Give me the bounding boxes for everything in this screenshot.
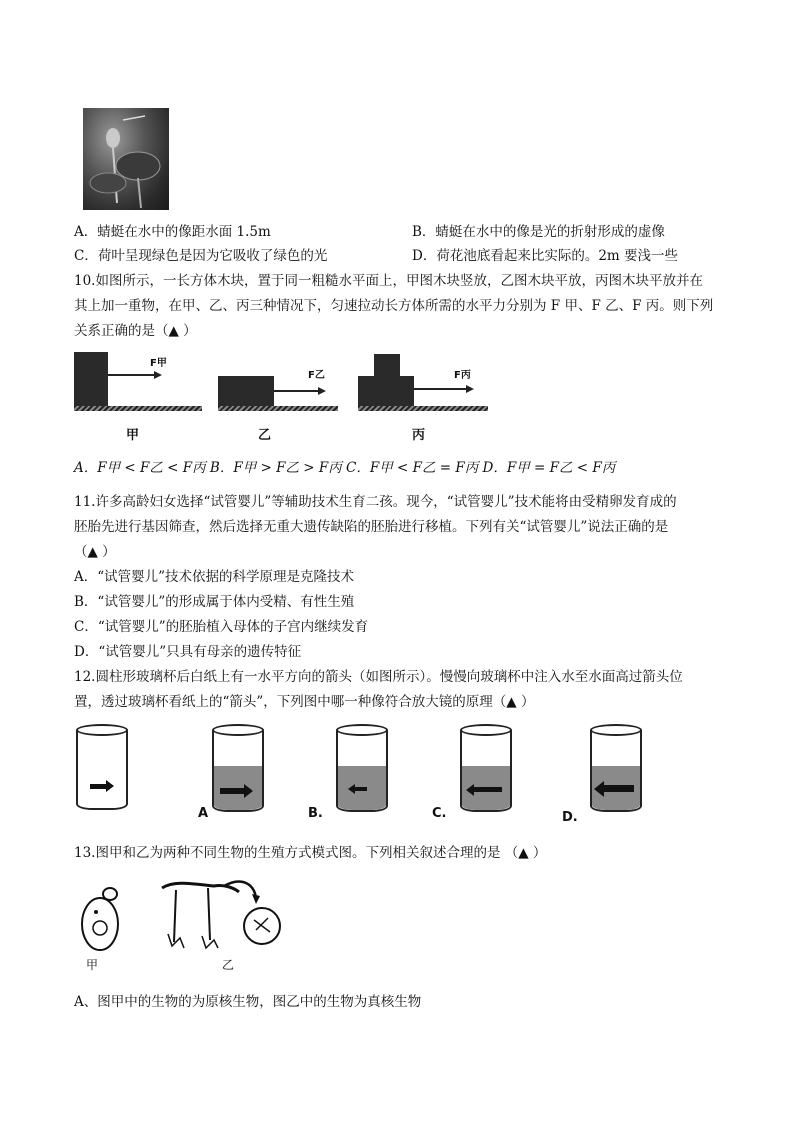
arrow-left-icon	[348, 784, 355, 794]
arrow-shaft	[220, 788, 244, 794]
arrow-left-icon	[594, 781, 604, 797]
q11-stem-line1: 11.许多高龄妇女选择“试管婴儿”等辅助技术生育二孩。现今，“试管婴儿”技术能将由受精卵发育成的	[74, 494, 677, 510]
q9-option-a: A．蜻蜓在水中的像距水面 1.5m	[74, 224, 271, 240]
force-arrow-line	[414, 388, 466, 390]
arrow-right-icon	[106, 780, 114, 792]
label-yi: 乙	[258, 428, 272, 443]
q11-option-b: B．“试管婴儿”的形成属于体内受精、有性生殖	[74, 594, 355, 610]
glass-option-c	[460, 724, 512, 816]
upright-block	[74, 352, 108, 406]
diagram-label-jia: 甲	[86, 958, 99, 972]
option-c-label: C.	[432, 806, 447, 821]
dragonfly-lotus-photo	[83, 108, 169, 210]
weight-block	[374, 354, 400, 376]
q13-option-a: A、图甲中的生物的为原核生物，图乙中的生物为真核生物	[74, 994, 422, 1010]
arrow-shaft	[474, 787, 502, 792]
q11-option-c: C．“试管婴儿”的胚胎植入母体的子宫内继续发育	[74, 619, 369, 635]
figure-yi	[218, 360, 348, 412]
flat-block	[218, 376, 274, 406]
force-arrow-line	[274, 390, 318, 392]
reproduction-diagrams	[74, 874, 294, 974]
q12-stem-line1: 12.圆柱形玻璃杯后白纸上有一水平方向的箭头（如图所示）。慢慢向玻璃杯中注入水至水面高过箭头位	[74, 669, 683, 685]
arrow-shaft	[604, 785, 634, 792]
rough-ground	[74, 406, 202, 411]
q11-option-d: D．“试管婴儿”只具有母亲的遗传特征	[74, 644, 302, 660]
rough-ground	[358, 406, 488, 411]
force-label-bing: F丙	[454, 370, 471, 381]
arrow-left-icon	[466, 784, 474, 796]
q10-options: A．F甲 < F乙 < F丙 B．F甲 > F乙 > F丙 C．F甲 < F乙 = F丙 D．F甲 = F乙 < F丙	[74, 460, 616, 476]
label-bing: 丙	[412, 428, 426, 443]
arrow-right-icon	[244, 784, 253, 798]
option-a-label: A	[198, 806, 209, 821]
glass-option-d	[590, 724, 642, 816]
q10-stem-line3: 关系正确的是（▲ ）	[74, 323, 197, 339]
force-label-jia: F甲	[150, 358, 167, 369]
glass-option-a	[212, 724, 264, 816]
flat-block	[358, 376, 414, 406]
organism-sketches	[74, 874, 294, 974]
q13-stem: 13.图甲和乙为两种不同生物的生殖方式模式图。下列相关叙述合理的是 （▲ ）	[74, 845, 547, 861]
q9-option-b: B．蜻蜓在水中的像是光的折射形成的虚像	[412, 224, 665, 240]
figure-bing	[358, 352, 498, 412]
q11-stem-line2: 胚胎先进行基因筛查，然后选择无重大遗传缺陷的胚胎进行移植。下列有关“试管婴儿”说法正确的是	[74, 519, 669, 535]
label-jia: 甲	[126, 428, 140, 443]
glass-option-b	[336, 724, 388, 816]
option-d-label: D.	[562, 810, 578, 825]
q11-stem-line3: （▲ ）	[74, 544, 116, 560]
option-b-label: B.	[308, 806, 323, 821]
arrow-shaft	[90, 784, 106, 789]
force-arrow-head	[318, 387, 326, 395]
q9-option-c: C．荷叶呈现绿色是因为它吸收了绿色的光	[74, 248, 328, 264]
q10-stem-line1: 10.如图所示，一长方体木块，置于同一粗糙水平面上，甲图木块竖放，乙图木块平放，丙图木块平放并在	[74, 273, 703, 289]
force-arrow-head	[466, 385, 474, 393]
q12-stem-line2: 置，透过玻璃杯看纸上的“箭头”，下列图中哪一种像符合放大镜的原理（▲ ）	[74, 694, 535, 710]
force-label-yi: F乙	[308, 370, 325, 381]
arrow-shaft	[355, 787, 367, 791]
glass-original	[76, 724, 128, 814]
q10-stem-line2: 其上加一重物，在甲、乙、丙三种情况下，匀速拉动长方体所需的水平力分别为 F 甲、F 乙、F 丙。则下列	[74, 298, 714, 314]
force-arrow-line	[108, 374, 154, 376]
lotus-illustration	[83, 108, 169, 210]
rough-ground	[218, 406, 338, 411]
diagram-label-yi: 乙	[222, 958, 235, 972]
force-arrow-head	[154, 371, 162, 379]
q11-option-a: A．“试管婴儿”技术依据的科学原理是克隆技术	[74, 569, 355, 585]
q9-option-d: D．荷花池底看起来比实际的。2m 要浅一些	[412, 248, 679, 264]
figure-jia	[74, 352, 204, 412]
